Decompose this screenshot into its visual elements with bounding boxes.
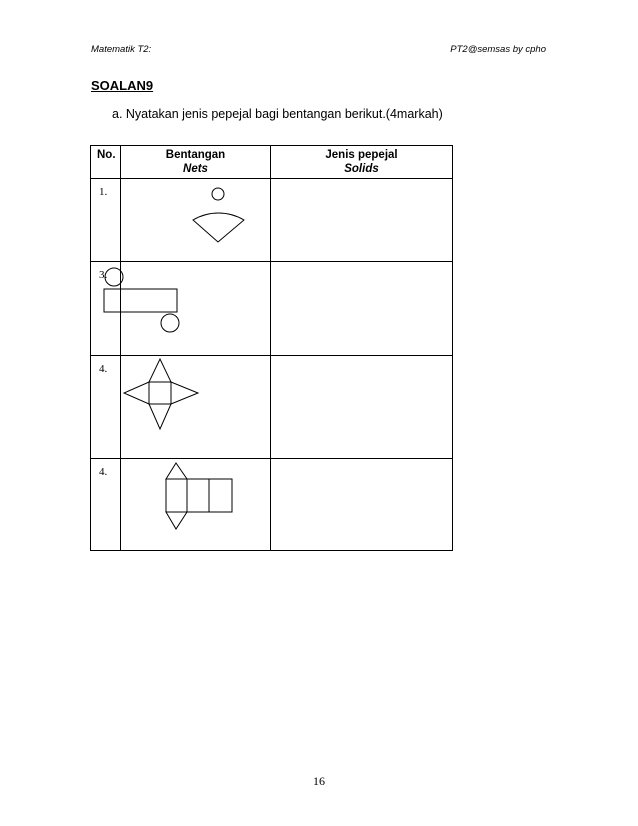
header-nets xyxy=(121,146,271,179)
net-cell xyxy=(121,179,271,262)
table-row xyxy=(91,262,453,356)
triangular-prism-net-icon xyxy=(121,459,271,543)
answer-cell[interactable] xyxy=(271,356,453,459)
header-credit: PT2@semsas by cpho xyxy=(450,44,546,55)
answer-cell[interactable] xyxy=(271,262,453,356)
table-row xyxy=(91,356,453,459)
section-title: SOALAN9 xyxy=(91,78,154,93)
header-nets-main: Bentangan xyxy=(165,149,226,161)
net-cell xyxy=(121,356,271,459)
net-cell xyxy=(121,262,271,356)
answer-cell[interactable] xyxy=(271,459,453,551)
table-row xyxy=(91,459,453,551)
table-row xyxy=(91,179,453,262)
table-header-row xyxy=(91,146,453,179)
net-cell xyxy=(121,459,271,551)
cone-net-icon xyxy=(121,179,271,254)
row-number: 3. xyxy=(91,262,121,356)
page-number: 16 xyxy=(313,774,325,788)
row-number: 4. xyxy=(91,356,121,459)
header-solids-main: Jenis pepejal xyxy=(325,149,398,161)
square-pyramid-net-icon xyxy=(121,356,271,451)
row-number: 4. xyxy=(91,459,121,551)
header-subject: Matematik T2: xyxy=(91,44,152,55)
row-number: 1. xyxy=(91,179,121,262)
header-solids xyxy=(271,146,453,179)
answer-cell[interactable] xyxy=(271,179,453,262)
header-solids-sub: Solids xyxy=(344,163,379,175)
question-table xyxy=(90,145,453,551)
header-nets-sub: Nets xyxy=(183,163,208,175)
header-no: No. xyxy=(91,146,121,179)
cylinder-net-icon xyxy=(121,262,271,348)
question-text: a. Nyatakan jenis pepejal bagi bentangan berikut.(4markah) xyxy=(112,107,443,121)
